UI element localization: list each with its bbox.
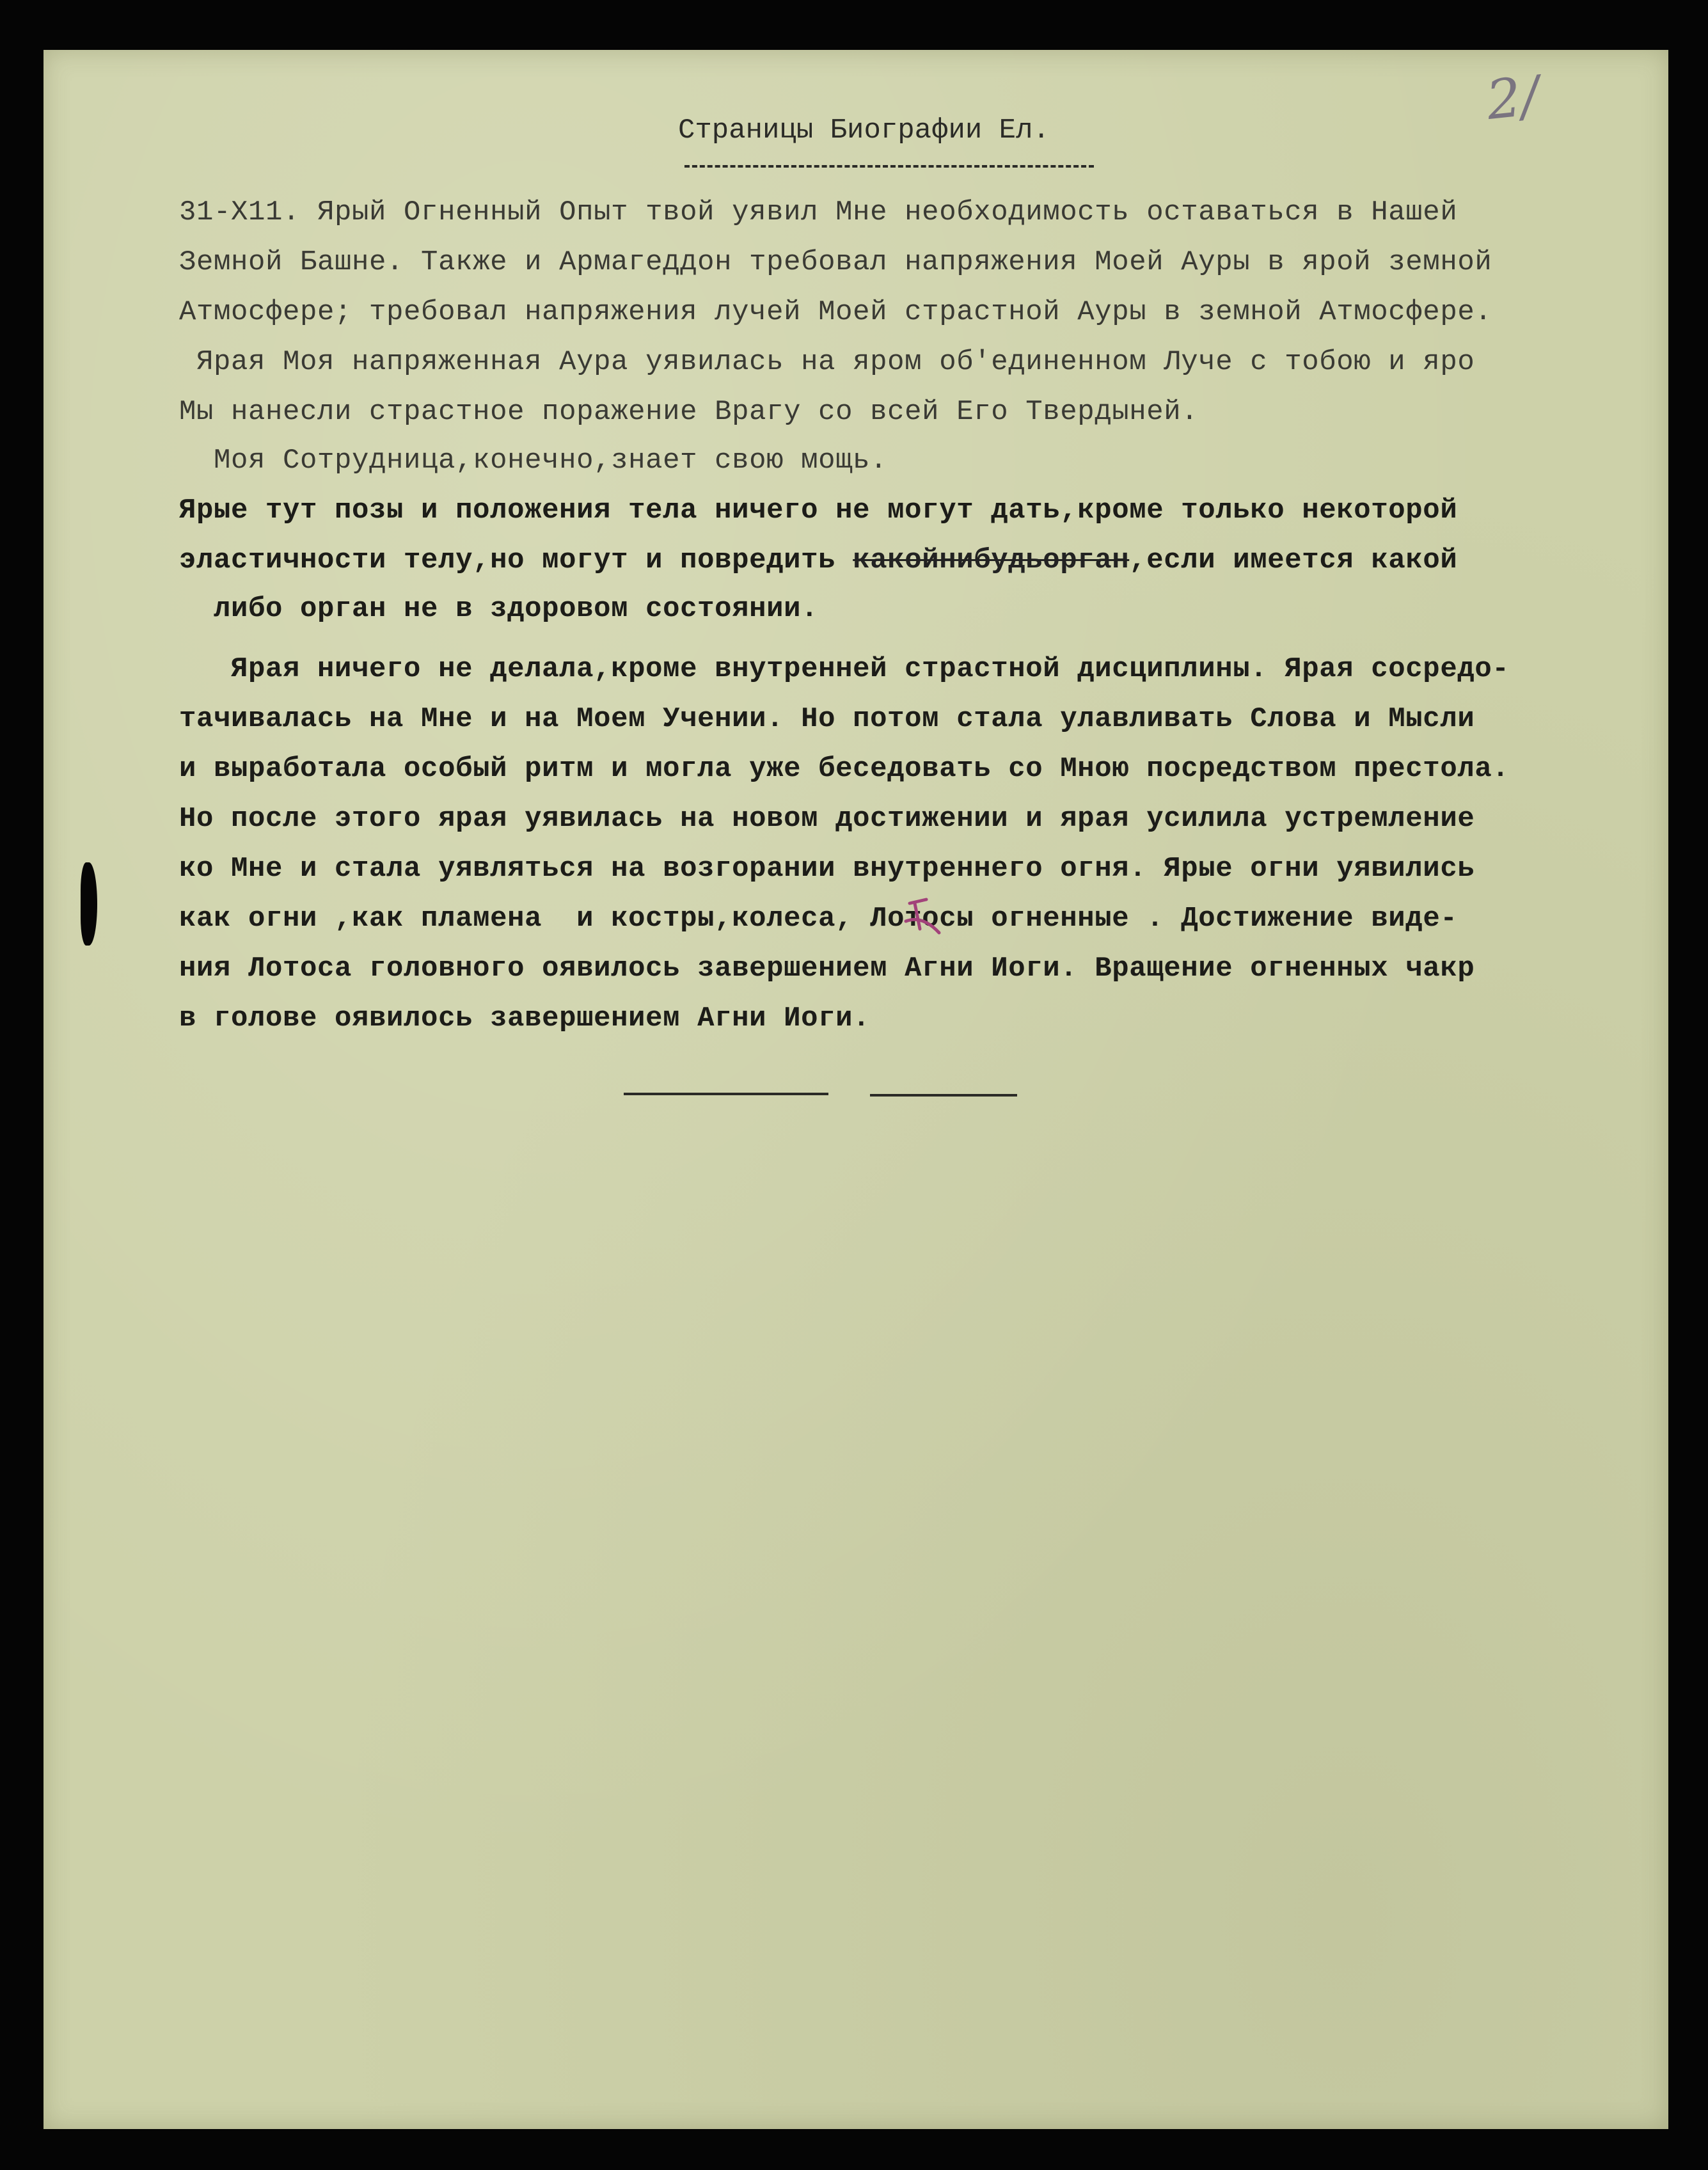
text-line-7: Ярые тут позы и положения тела ничего не могут дать,кроме только некоторой [179, 495, 1458, 527]
text-line-15-end: Лотосы огненные . Достижение виде- [853, 903, 1458, 935]
page-title: Страницы Биографии Ел. [678, 115, 1050, 147]
text-line-6: Моя Сотрудница,конечно,знает свою мощь. [179, 445, 888, 477]
text-line-15-start: как огни ,как пламена и костры,колеса, [179, 903, 853, 935]
text-line-12: и выработала особый ритм и могла уже беседовать со Мною посредством престола. [179, 753, 1510, 785]
closing-rule-left [624, 1093, 828, 1095]
closing-rule-right [870, 1094, 1017, 1097]
text-line-9: либо орган не в здоровом состоянии. [179, 593, 819, 625]
title-underline [684, 165, 1094, 168]
handwritten-page-number: 2/ [1483, 63, 1542, 132]
text-line-10: Ярая ничего не делала,кроме внутренней страстной дисциплины. Ярая сосредо- [179, 653, 1510, 685]
text-line-5: Мы нанесли страстное поражение Врагу со всей Его Твердыней. [179, 396, 1199, 428]
text-line-8-start: эластичности телу,но могут и повредить [179, 544, 836, 576]
text-line-4: Ярая Моя напряженная Аура уявилась на яром об'единенном Луче с тобою и яро [179, 346, 1475, 378]
pen-correction-mark [901, 896, 945, 940]
text-line-15 [179, 899, 1457, 938]
text-line-16: ния Лотоса головного оявилось завершением Агни Иоги. Вращение огненных чакр [179, 953, 1475, 985]
punch-hole [81, 862, 97, 946]
text-line-8-end: ,если имеется какой [1129, 544, 1458, 576]
text-line-11: тачивалась на Мне и на Моем Учении. Но потом стала улавливать Слова и Мысли [179, 703, 1475, 735]
text-line-14: ко Мне и стала уявляться на возгорании внутреннего огня. Ярые огни уявились [179, 853, 1475, 885]
text-line-1: 31-Х11. Ярый Огненный Опыт твой уявил Мне необходимость оставаться в Нашей [179, 196, 1458, 228]
text-line-3: Атмосфере; требовал напряжения лучей Моей страстной Ауры в земной Атмосфере. [179, 296, 1492, 328]
struck-text: какойнибудьорган [853, 544, 1130, 576]
text-line-8 [179, 541, 1457, 580]
text-line-2: Земной Башне. Также и Армагеддон требовал напряжения Моей Ауры в ярой земной [179, 246, 1492, 278]
text-line-17: в голове оявилось завершением Агни Иоги. [179, 1002, 871, 1034]
text-line-13: Но после этого ярая уявилась на новом достижении и ярая усилила устремление [179, 803, 1475, 835]
